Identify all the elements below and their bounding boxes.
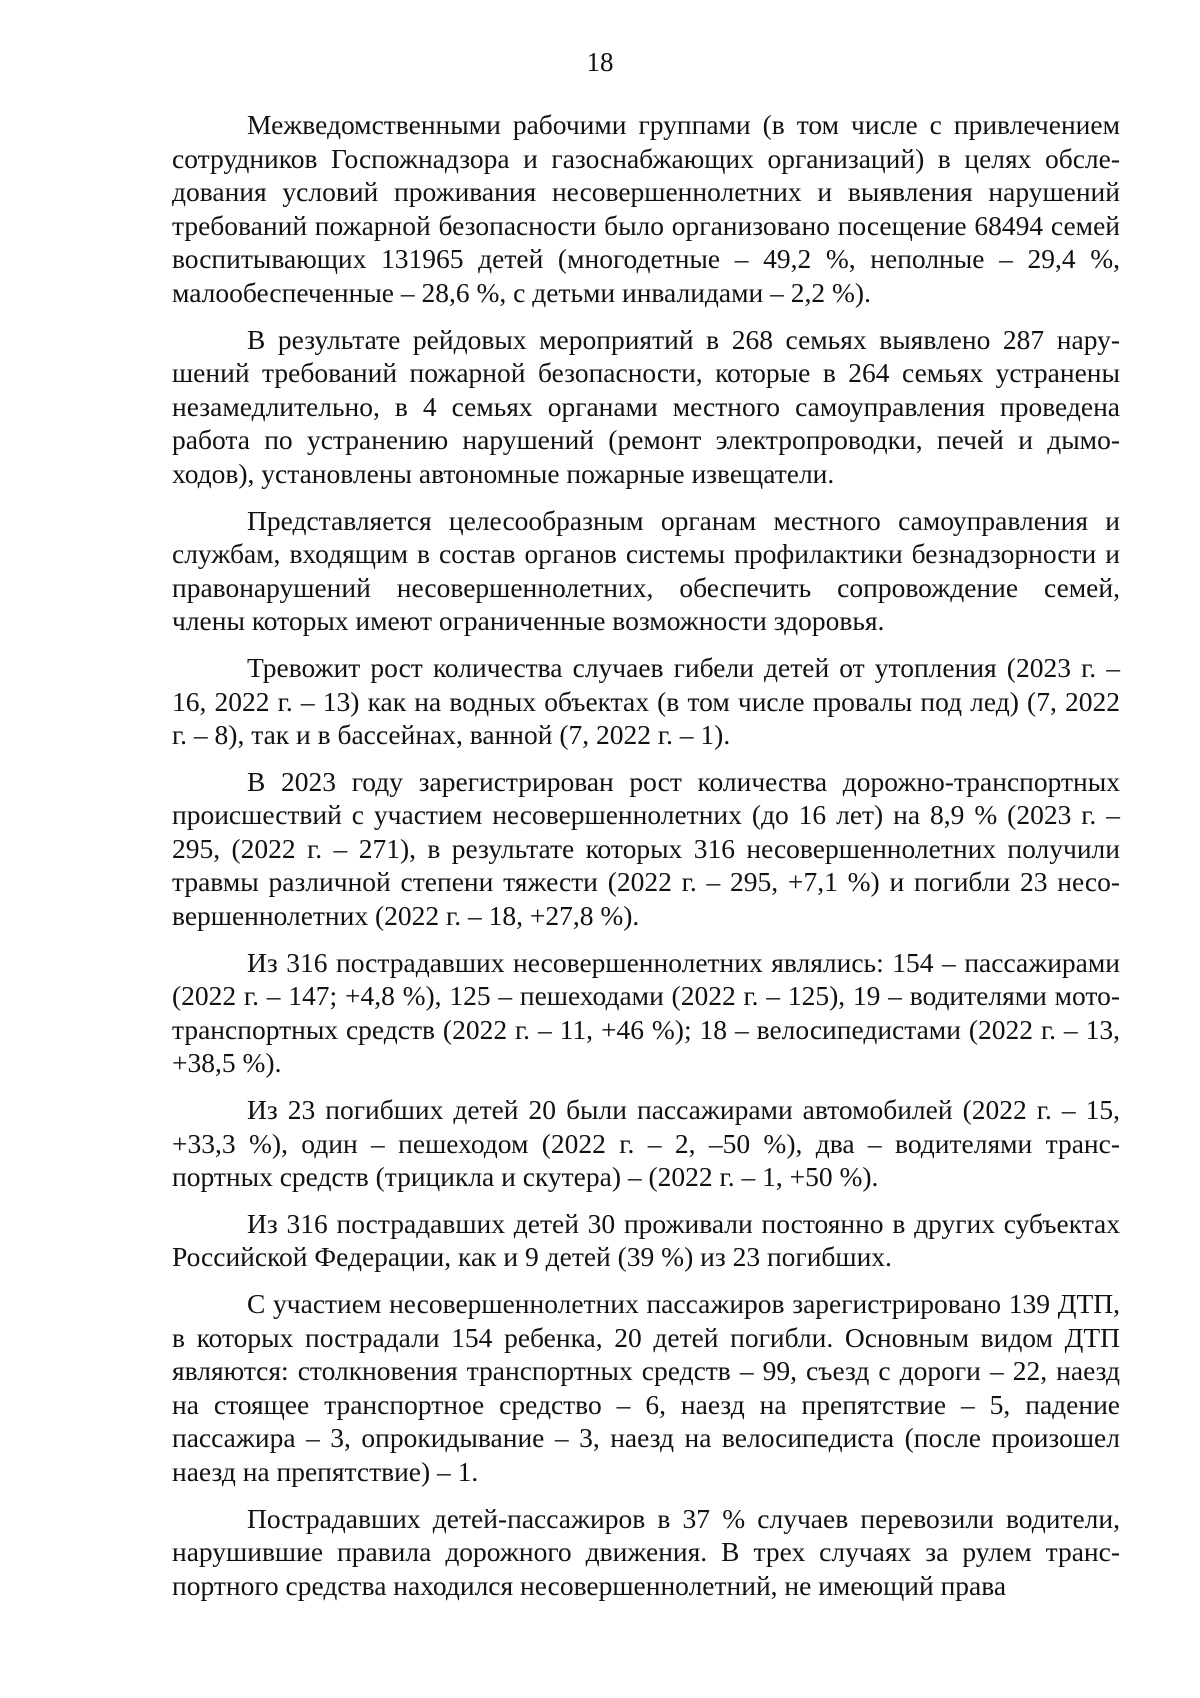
paragraph-family-support: Представляется целесообразным органам местного самоуправления и службам, входящим в состав органов системы профилактики безнадзорности и правонарушений несовершеннолетних, обеспечить сопровождение семей, члены которых имеют ограниченные возможности здоровья. xyxy=(172,504,1120,637)
paragraph-injured-breakdown: Из 316 пострадавших несовершеннолетних являлись: 154 – пассажирами (2022 г. – 147; +4,8 %), 125 – пешеходами (2022 г. – 125), 19 – водителями мото-транспортных средств (2022 г. – 11, +46 %); 18 – велосипедистами (2022 г. – 13, +38,5 %). xyxy=(172,946,1120,1079)
paragraph-driver-violations: Пострадавших детей-пассажиров в 37 % случаев перевозили водители, нарушившие правила дорожного движения. В трех случаях за рулем транспортного средства находился несовершеннолетний, не имеющий права xyxy=(172,1502,1120,1601)
document-body xyxy=(172,108,1120,1615)
paragraph-passenger-accidents: С участием несовершеннолетних пассажиров зарегистрировано 139 ДТП, в которых пострадали 154 ребенка, 20 детей погибли. Основным видом ДТП являются: столкновения транспортных средств – 99, съезд с дороги – 22, наезд на стоящее транспортное средство – 6, наезд на препятствие – 5, падение пассажира – 3, опрокидывание – 3, наезд на велосипедиста (после произошел наезд на препятствие) – 1. xyxy=(172,1288,1120,1487)
paragraph-deaths-breakdown: Из 23 погибших детей 20 были пассажирами автомобилей (2022 г. – 15, +33,3 %), один – пешеходом (2022 г. – 2, –50 %), два – водителями транспортных средств (трицикла и скутера) – (2022 г. – 1, +50 %). xyxy=(172,1094,1120,1193)
paragraph-road-accidents: В 2023 году зарегистрирован рост количества дорожно-транспортных происшествий с участием несовершеннолетних (до 16 лет) на 8,9 % (2023 г. – 295, (2022 г. – 271), в результате которых 316 несовершеннолетних получили травмы различной степени тяжести (2022 г. – 295, +7,1 %) и погибли 23 несовершеннолетних (2022 г. – 18, +27,8 %). xyxy=(172,765,1120,932)
page-number: 18 xyxy=(586,47,614,77)
paragraph-inspection-visits: Межведомственными рабочими группами (в том числе с привлечением сотрудников Госпожнадзора и газоснабжающих организаций) в целях обследования условий проживания несовершеннолетних и выявления нарушений требований пожарной безопасности было организовано посещение 68494 семей воспитывающих 131965 детей (многодетные – 49,2 %, неполные – 29,4 %, малообеспеченные – 28,6 %, с детьми инвалидами – 2,2 %). xyxy=(172,109,1120,308)
paragraph-other-regions: Из 316 пострадавших детей 30 проживали постоянно в других субъектах Российской Федерации, как и 9 детей (39 %) из 23 погибших. xyxy=(172,1207,1120,1273)
paragraph-raid-results: В результате рейдовых мероприятий в 268 семьях выявлено 287 нарушений требований пожарной безопасности, которые в 264 семьях устранены незамедлительно, в 4 семьях органами местного самоуправления проведена работа по устранению нарушений (ремонт электропроводки, печей и дымоходов), установлены автономные пожарные извещатели. xyxy=(172,323,1120,489)
paragraph-drowning-stats: Тревожит рост количества случаев гибели детей от утопления (2023 г. – 16, 2022 г. – 13) как на водных объектах (в том числе провалы под лед) (7, 2022 г. – 8), так и в бассейнах, ванной (7, 2022 г. – 1). xyxy=(172,651,1120,751)
